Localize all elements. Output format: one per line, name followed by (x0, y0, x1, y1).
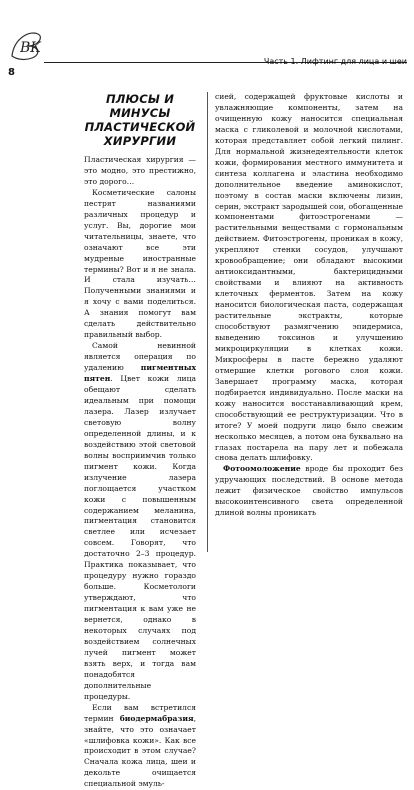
term-bold: Фотоомоложение (223, 464, 301, 474)
article-title (84, 92, 196, 148)
lead-paragraph: Пластическая хирургия — это модно, это престижно, это дорого… (84, 155, 196, 186)
paragraph-text: вроде бы проходит без удручающих последствий. В основе метода лежит физическое свойство импульсов высокоинтенсивного света определенной длиной волны проникать (215, 464, 403, 518)
title-line: ПЛАСТИЧЕСКОЙ (84, 120, 196, 134)
paragraph-text: Если вам встретился термин (84, 702, 196, 723)
body-paragraph (84, 703, 196, 790)
term-bold: пигментных пятен (84, 363, 196, 384)
title-line: ХИРУРГИИ (103, 134, 177, 148)
body-paragraph: сией, содержащей фруктовые кислоты и увлажняющие компоненты, затем на очищенную кожу наносится специальная маска с гликолевой и молочной кислотами, которая представляет собой легкий пилинг. Для нормальной жизнедеятельности клеток кожи, формирования местного иммунитета и синтеза коллагена и эластина необходимо дополнительное введение аминокислот, поэтому в состав маски включены лизин, серин, экстракт зародышей сои, обогащенные компонентами фитоэстрогенами — растительными веществами с гормональным действием. Фитоэстрогены, проникая в кожу, укрепляют стенки сосудов, улучшают кровообращение; они обладают высокими антиоксидантными, бактерицидными свойствами и влияют на активность клеточных ферментов. Затем на кожу наносится биологическая паста, содержащая растительные экстракты, которые способствуют размягчению эпидермиса, выведению токсинов и улучшению микроциркуляции в клетках кожи. Микросферы в пасте бережно удаляют отмершие клетки рогового слоя кожи. Завершает программу маска, которая подбирается индивидуально. После маски на кожу наносится восстанавливающий крем, способствующий ее реструктуризации. Что в итоге? У моей подруги лицо было свежим несколько месяцев, а потом она буквально на глазах постарела на пару лет и побежала снова делать шлифовку. (215, 92, 403, 463)
paragraph-text: . Цвет кожи лица обещают сделать идеальным при помощи лазера. Лазер излучает световую волну определенной длины, и к воздействию этой световой волны восприимчив только пигмент кожи. Когда излучение лазера поглощается участком кожи с повышенным содержанием меланина, пигментация становится светлее или исчезает совсем. Говорят, что достаточно 2–3 процедур. Практика показывает, что процедуру нужно гораздо больше. Косметологи утверждают, что пигментация к вам уже не вернется, однако в некоторых случаях под воздействием солнечных лучей пигмент может взять верх, и тогда вам понадобятся дополнительные процедуры. (84, 374, 196, 701)
column-divider (207, 92, 208, 552)
logo-lettering: ВК (20, 40, 42, 56)
left-column (84, 92, 196, 790)
term-bold: биодермабразия (119, 713, 194, 723)
title-line: ПЛЮСЫ И МИНУСЫ (105, 92, 175, 120)
right-column (215, 92, 403, 519)
paragraph-text: , знайте, что это означает «шлифовка кожи». Как все происходит в этом случае? Сначала кожа лица, шеи и декольте очищается специальной эмуль- (84, 713, 196, 789)
page-number: 8 (8, 67, 15, 78)
running-head: Часть 1. Лифтинг для лица и шеи (263, 57, 407, 66)
publisher-logo (8, 26, 48, 66)
paragraph-text: Самой невинной является операция по удалению (84, 341, 196, 373)
body-paragraph (84, 341, 196, 702)
body-paragraph (215, 464, 403, 519)
body-paragraph: Косметические салоны пестрят названиями различных процедур и услуг. Вы, дорогие мои читательницы, знаете, что означают все эти мудреные иностранные термины? Вот и я не знала. И стала изучать… Полученными знаниями и я хочу с вами поделиться. А знания помогут вам сделать действительно правильный выбор. (84, 187, 196, 340)
